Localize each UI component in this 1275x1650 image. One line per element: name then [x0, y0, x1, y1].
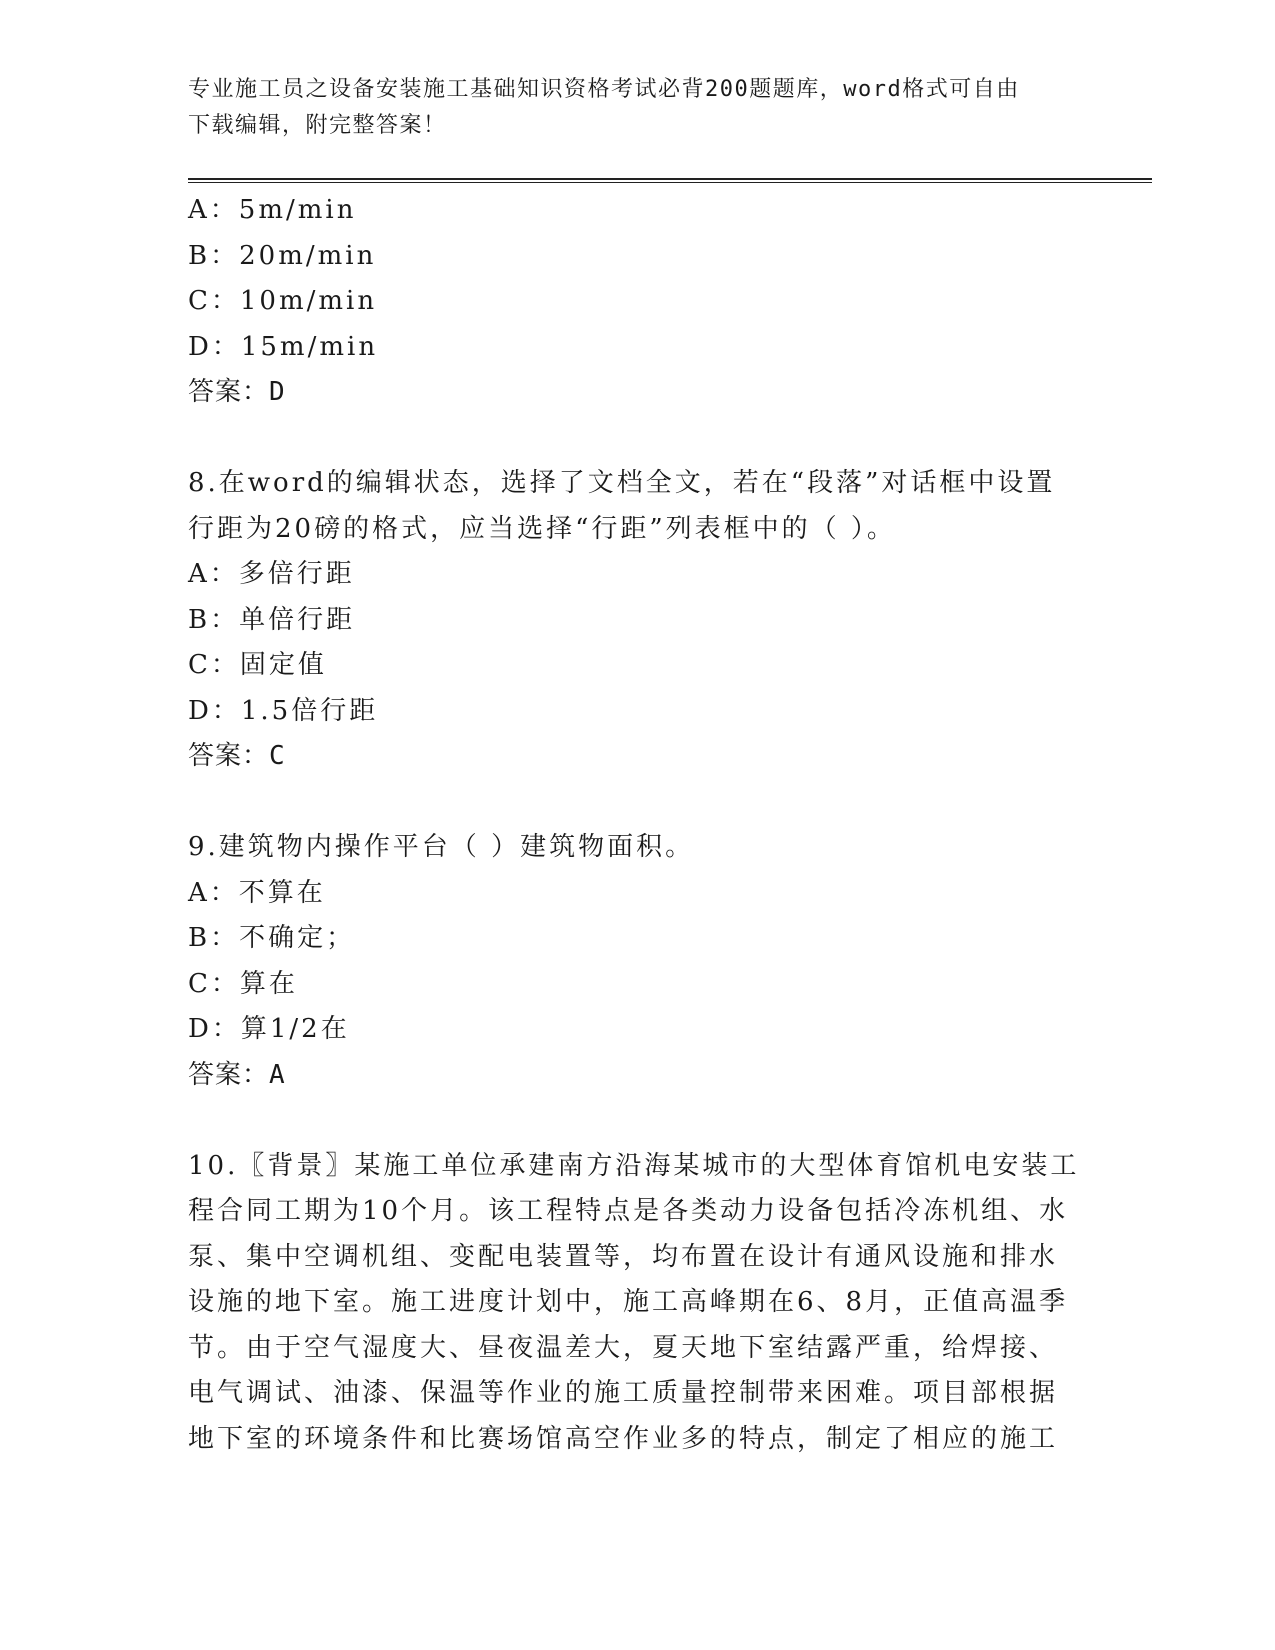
question-text-line: 节。由于空气湿度大、昼夜温差大，夏天地下室结露严重，给焊接、 — [188, 1332, 1059, 1363]
question-text-line: 10.〖背景〗某施工单位承建南方沿海某城市的大型体育馆机电安装工 — [188, 1150, 1080, 1181]
question-8 — [188, 461, 1068, 780]
option-c: C：10m/min — [188, 286, 378, 316]
question-text-line: 行距为20磅的格式，应当选择“行距”列表框中的（ ）。 — [188, 513, 896, 544]
question-text-line: 电气调试、油漆、保温等作业的施工质量控制带来困难。项目部根据 — [188, 1378, 1059, 1408]
spacer — [188, 780, 1068, 826]
option-c: C：固定值 — [188, 650, 327, 680]
question-text-line: 程合同工期为10个月。该工程特点是各类动力设备包括冷冻机组、水 — [188, 1196, 1069, 1226]
spacer — [188, 416, 1068, 462]
option-a: A：不算在 — [188, 877, 326, 908]
option-a: A：5m/min — [188, 195, 357, 225]
page-header — [188, 72, 1068, 144]
spacer — [188, 1098, 1068, 1144]
option-d: D：1.5倍行距 — [188, 695, 379, 726]
document-body — [188, 188, 1080, 1462]
question-text-line: 9.建筑物内操作平台（ ）建筑物面积。 — [188, 832, 695, 862]
question-7 — [188, 188, 1068, 416]
question-10 — [188, 1144, 1080, 1463]
option-b: B：20m/min — [188, 240, 377, 271]
question-text-line: 地下室的环境条件和比赛场馆高空作业多的特点，制定了相应的施工 — [188, 1423, 1059, 1454]
header-line-1: 专业施工员之设备安装施工基础知识资格考试必背200题题库，word格式可自由 — [188, 77, 1020, 102]
option-c: C：算在 — [188, 968, 298, 999]
option-a: A：多倍行距 — [188, 559, 355, 589]
question-9 — [188, 825, 1068, 1098]
answer: 答案：D — [188, 377, 286, 407]
answer: 答案：A — [188, 1059, 286, 1090]
header-divider — [188, 178, 1152, 183]
question-text-line: 8.在word的编辑状态，选择了文档全文，若在“段落”对话框中设置 — [188, 468, 1056, 498]
option-d: D：算1/2在 — [188, 1014, 350, 1044]
option-b: B：单倍行距 — [188, 604, 356, 635]
question-text-line: 设施的地下室。施工进度计划中，施工高峰期在6、8月，正值高温季 — [188, 1287, 1069, 1317]
question-text-line: 泵、集中空调机组、变配电装置等，均布置在设计有通风设施和排水 — [188, 1241, 1059, 1272]
option-d: D：15m/min — [188, 331, 379, 362]
answer: 答案：C — [188, 741, 286, 771]
option-b: B：不确定； — [188, 923, 356, 953]
header-line-2: 下载编辑，附完整答案！ — [188, 113, 447, 138]
